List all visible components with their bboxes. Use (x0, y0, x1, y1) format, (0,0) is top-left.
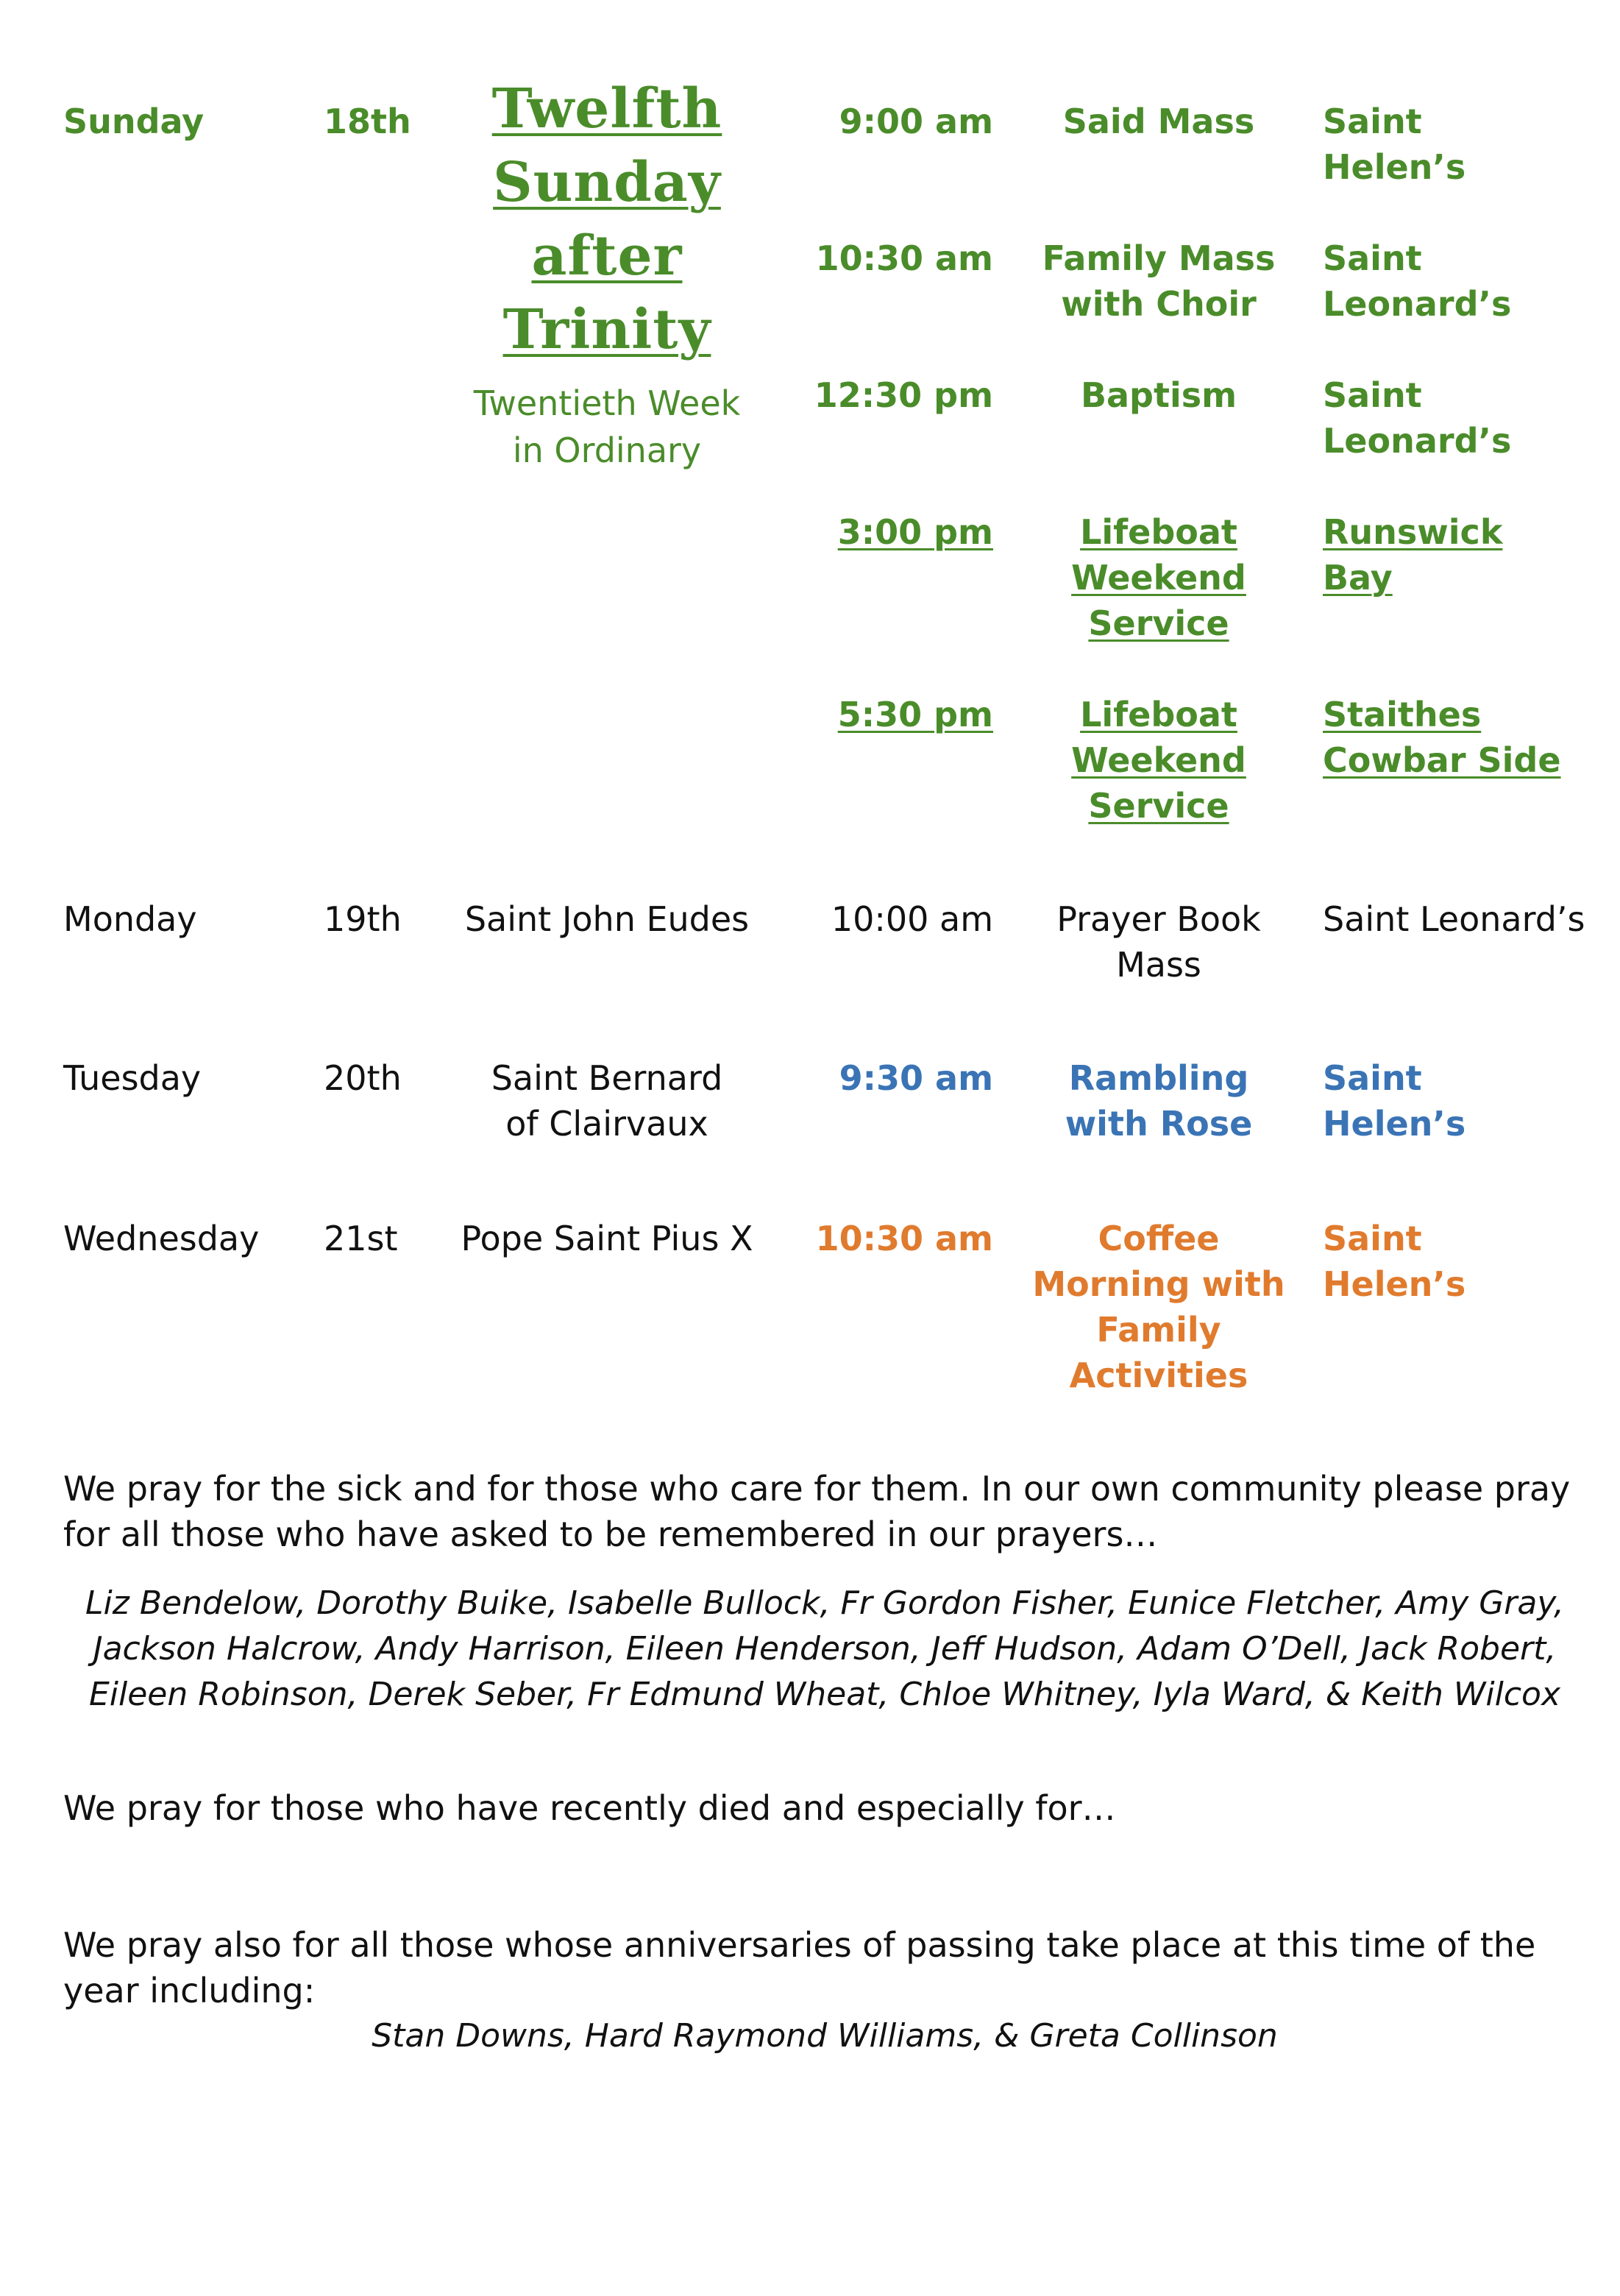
location-line: Cowbar Side (1323, 740, 1561, 780)
location-line: Leonard’s (1323, 284, 1512, 324)
service-name-line: Mass (1116, 945, 1201, 985)
service-name-line: Baptism (1080, 375, 1237, 415)
service-time: 5:30 pm (837, 695, 993, 734)
tuesday-service (1015, 1055, 1302, 1147)
feast-title-line: Twelfth (491, 77, 722, 141)
prayer-died-intro: We pray for those who have recently died and especially for… (63, 1788, 1116, 1828)
location-line: Helen’s (1323, 147, 1466, 187)
service-time: 9:00 am (839, 102, 993, 141)
service-name (1015, 509, 1302, 646)
tuesday-location (1323, 1055, 1617, 1147)
service-name-line: with Rose (1065, 1104, 1253, 1144)
location-line: Helen’s (1323, 1264, 1466, 1304)
location-line: Saint (1323, 1058, 1422, 1098)
wednesday-day: Wednesday (63, 1219, 260, 1258)
service-name-line: Weekend (1071, 740, 1246, 780)
wednesday-date: 21st (324, 1219, 398, 1258)
prayer-anniversary-names: Stan Downs, Hard Raymond Williams, & Greta Collinson (372, 2017, 1278, 2055)
location-line: Saint (1323, 238, 1422, 278)
service-name-line: Morning with (1032, 1264, 1285, 1304)
location-line: Saint (1323, 102, 1422, 141)
feast-title-line: after (531, 224, 683, 288)
wednesday-service (1015, 1216, 1302, 1398)
feast-title-line: Sunday (493, 151, 721, 214)
service-time-wrap (765, 692, 993, 737)
tuesday-day: Tuesday (63, 1058, 202, 1098)
wednesday-feast: Pope Saint Pius X (461, 1219, 753, 1258)
location-line: Helen’s (1323, 1104, 1466, 1144)
service-name-line: with Choir (1061, 284, 1257, 324)
location-line: Staithes (1323, 695, 1482, 734)
service-name-line: Family Mass (1042, 238, 1276, 278)
monday-location: Saint Leonard’s (1323, 899, 1585, 939)
service-name-line: Prayer Book (1056, 899, 1261, 939)
monday-date: 19th (324, 899, 402, 939)
service-location (1323, 99, 1617, 190)
service-time: 10:30 am (815, 238, 993, 278)
wednesday-time: 10:30 am (815, 1219, 993, 1258)
names-line: Liz Bendelow, Dorothy Buike, Isabelle Bullock, Fr Gordon Fisher, Eunice Fletcher, Amy Gray, (85, 1584, 1564, 1622)
feast-subtitle-line: in Ordinary (512, 431, 702, 470)
location-line: Leonard’s (1323, 421, 1512, 461)
monday-feast: Saint John Eudes (464, 899, 750, 939)
location-line: Saint (1323, 375, 1422, 415)
sunday-day: Sunday (63, 102, 205, 141)
service-name-line: Said Mass (1062, 102, 1255, 141)
names-line: Eileen Robinson, Derek Seber, Fr Edmund Wheat, Chloe Whitney, Iyla Ward, & Keith Wilcox (88, 1676, 1560, 1713)
names-line: Jackson Halcrow, Andy Harrison, Eileen Henderson, Jeff Hudson, Adam O’Dell, Jack Robert, (93, 1630, 1557, 1668)
tuesday-date: 20th (324, 1058, 402, 1098)
sunday-feast (441, 72, 772, 474)
service-name-line: Lifeboat (1080, 512, 1237, 552)
location-line: Saint (1323, 1219, 1422, 1258)
location-line: Runswick (1323, 512, 1503, 552)
service-name-line: Activities (1069, 1356, 1248, 1395)
monday-time: 10:00 am (831, 899, 993, 939)
service-name (1015, 372, 1302, 418)
service-name-line: Rambling (1068, 1058, 1249, 1098)
sunday-date: 18th (324, 102, 411, 141)
service-name-line: Service (1088, 603, 1229, 643)
prayer-sick-names (63, 1581, 1586, 1718)
location-line: Bay (1323, 558, 1393, 598)
feast-line: Saint Bernard (491, 1058, 723, 1098)
prayer-anniversary-intro: We pray also for all those whose anniversaries of passing take place at this time of the year including: (63, 1925, 1536, 2010)
service-name-line: Family (1096, 1310, 1221, 1350)
tuesday-feast (441, 1055, 772, 1147)
wednesday-location (1323, 1216, 1617, 1307)
service-name-line: Lifeboat (1080, 695, 1237, 734)
service-name (1015, 692, 1302, 829)
feast-line: of Clairvaux (505, 1104, 708, 1144)
feast-subtitle-line: Twentieth Week (473, 383, 741, 423)
feast-title-line: Trinity (502, 298, 711, 361)
service-name-line: Coffee (1098, 1219, 1220, 1258)
service-name-line: Service (1088, 786, 1229, 826)
monday-day: Monday (63, 899, 197, 939)
service-location (1323, 509, 1617, 600)
service-location (1323, 235, 1617, 327)
service-time-wrap (765, 509, 993, 555)
service-name (1015, 99, 1302, 144)
prayer-sick-intro: We pray for the sick and for those who care for them. In our own community please pray for all those who have asked to be remembered in our prayers… (63, 1469, 1571, 1554)
service-name-line: Weekend (1071, 558, 1246, 598)
service-name (1015, 235, 1302, 327)
service-time: 3:00 pm (837, 512, 993, 552)
service-location (1323, 692, 1617, 783)
service-time: 12:30 pm (814, 375, 993, 415)
monday-service (1015, 896, 1302, 988)
tuesday-time: 9:30 am (839, 1058, 993, 1098)
service-location (1323, 372, 1617, 464)
